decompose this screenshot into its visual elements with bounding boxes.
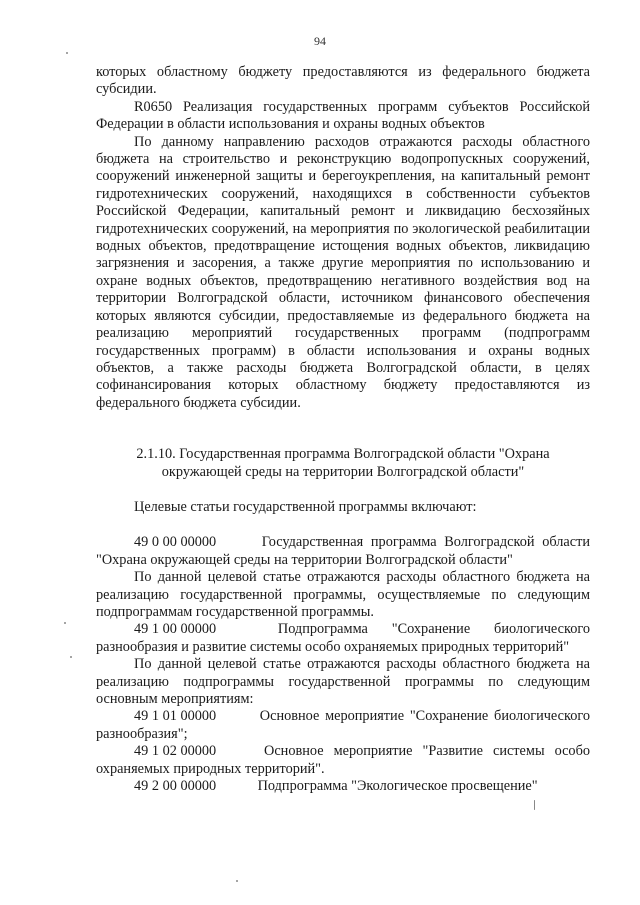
scan-speck <box>64 622 66 624</box>
spacer <box>96 516 590 534</box>
scan-speck <box>66 52 68 54</box>
article-title: Подпрограмма "Сохранение биологического разнообразия и развитие системы особо охраняемых природных территорий" <box>96 621 590 655</box>
target-article-49-2 <box>96 778 590 795</box>
spacer <box>96 481 590 499</box>
page-number: 94 <box>314 34 326 48</box>
section-title: 2.1.10. Государственная программа Волгоградской области "Охрана окружающей среды на территории Волгоградской области" <box>136 446 550 480</box>
target-article-49-1 <box>96 621 590 656</box>
paragraph-program-description: По данной целевой статье отражаются расходы областного бюджета на реализацию государственной программы, осуществляемые по следующим подпрограммам государственной программы. <box>96 569 590 620</box>
article-code: 49 1 01 00000 <box>134 708 217 725</box>
article-code: 49 1 00 00000 <box>134 621 217 638</box>
article-code: 49 2 00 00000 <box>134 778 217 795</box>
article-title: Государственная программа Волгоградской области "Охрана окружающей среды на территории Волгоградской области" <box>96 534 590 568</box>
paragraph-subprogram-description: По данной целевой статье отражаются расходы областного бюджета на реализацию подпрограммы государственной программы по следующим основным мероприятиям: <box>96 656 590 707</box>
target-article-49-1-01 <box>96 708 590 743</box>
target-article-49-0 <box>96 534 590 569</box>
article-code: 49 1 02 00000 <box>134 743 217 760</box>
scan-speck <box>534 800 535 810</box>
article-title: Подпрограмма "Экологическое просвещение" <box>257 778 538 795</box>
paragraph-continuation: которых областному бюджету предоставляются из федерального бюджета субсидии. <box>96 64 590 98</box>
article-code: 49 0 00 00000 <box>134 534 217 551</box>
article-title: Основное мероприятие "Развитие системы особо охраняемых природных территорий". <box>96 743 590 777</box>
document-body <box>96 64 590 795</box>
article-title: Основное мероприятие "Сохранение биологического разнообразия"; <box>96 708 590 742</box>
scan-speck <box>236 880 238 882</box>
scan-speck <box>70 656 72 658</box>
paragraph-r0650-heading: R0650 Реализация государственных программ субъектов Российской Федерации в области использования и охраны водных объектов <box>96 98 590 133</box>
section-intro: Целевые статьи государственной программы включают: <box>134 498 477 515</box>
spacer <box>96 412 590 446</box>
paragraph-r0650-description: По данному направлению расходов отражаются расходы областного бюджета на строительство и реконструкцию водопропускных сооружений, сооружений инженерной защиты и берегоукрепления, на капитальный ремонт гидротехнических сооружений, находящихся в собственности субъектов Российской Федерации, капитальный ремонт и ликвидацию бесхозяйных гидротехнических сооружений, на мероприятия по экологической реабилитации водных объектов, предотвращение истощения водных объектов, ликвидацию загрязнения и засорения, а также другие мероприятия по использованию и охране водных объектов, предотвращению негативного воздействия вод на территории Волгоградской области, источником финансового обеспечения которых являются субсидии, предоставляемые из федерального бюджета на реализацию мероприятий государственных программ (подпрограмм государственных программ) в области использования и охраны водных объектов, а также расходы бюджета Волгоградской области, в целях софинансирования которых областному бюджету предоставляются из федерального бюджета субсидии. <box>96 133 590 411</box>
target-article-49-1-02 <box>96 743 590 778</box>
